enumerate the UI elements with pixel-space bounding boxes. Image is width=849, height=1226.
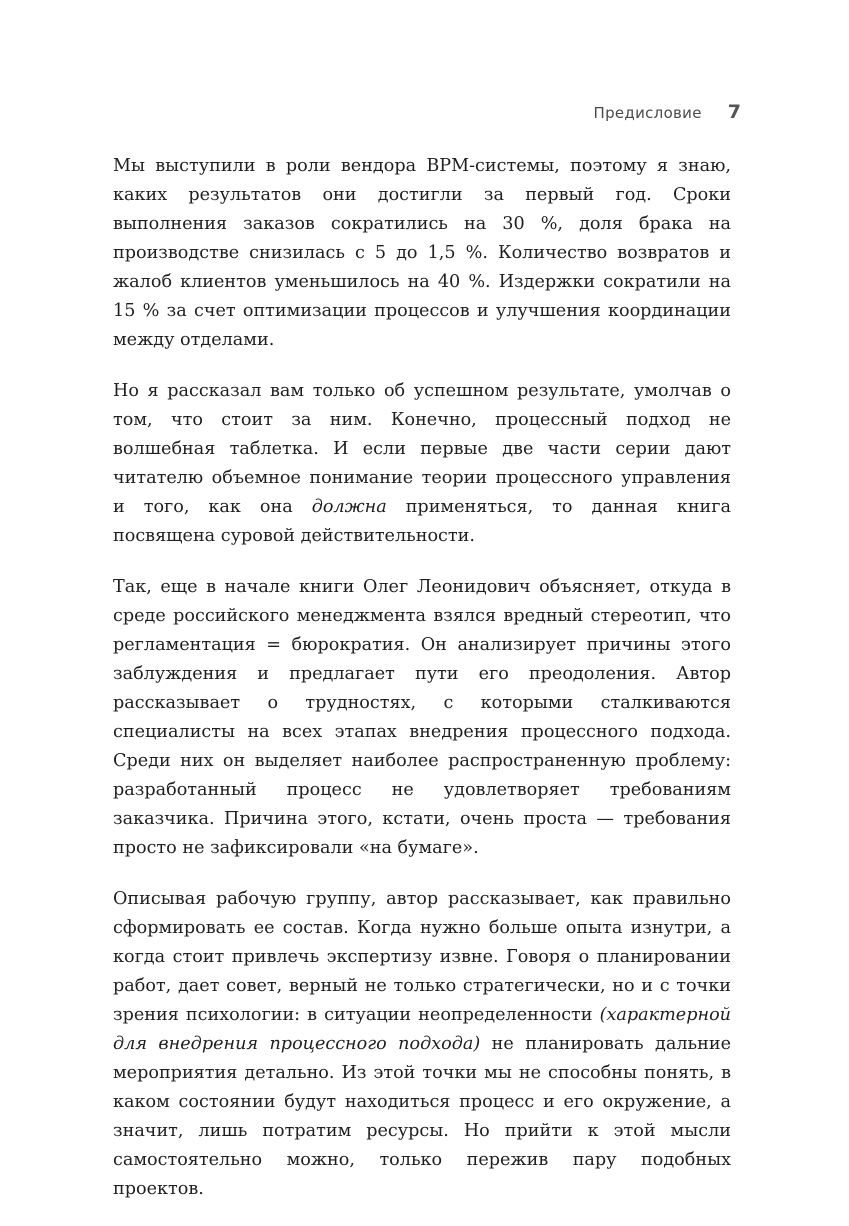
italic-emphasis: (характерной для внедрения процессного подхода) [113, 1005, 731, 1054]
paragraph-text: Так, еще в начале книги Олег Леонидович объясняет, откуда в среде российского менеджмента взялся вредный стереотип, что регламентация = бюрократия. Он анализирует причины этого заблуждения и предлагает пути его преодоления. Автор рассказывает о трудностях, с которыми сталкиваются специалисты на всех этапах внедрения процессного подхода. Среди них он выделяет наиболее распространенную проблему: разработанный процесс не удовлетворяет требованиям заказчика. Причина этого, кстати, очень проста — требования просто не зафиксировали «на бумаге». [113, 577, 731, 858]
paragraph-text: Но я рассказал вам только об успешном результате, умолчав о том, что стоит за ним. Конечно, процессный подход не волшебная таблетка. И если первые две части серии дают читателю объемное понимание теории процессного управления и того, как она [113, 381, 731, 517]
page-number: 7 [727, 101, 741, 123]
paragraph-text: Мы выступили в роли вендора BPM-системы, поэтому я знаю, каких результатов они достигли за первый год. Сроки выполнения заказов сократились на 30 %, доля брака на производстве снизилась с 5 до 1,5 %. Количество возвратов и жалоб клиентов уменьшилось на 40 %. Издержки сократили на 15 % за счет оптимизации процессов и улучшения координации между отделами. [113, 156, 731, 350]
paragraph [113, 573, 731, 863]
paragraph-text: применяться, то данная книга посвящена суровой действительности. [113, 497, 731, 546]
paragraph [113, 377, 731, 551]
paragraph-text: не планировать дальние мероприятия детально. Из этой точки мы не способны понять, в каком состоянии будут находиться процесс и его окружение, а значит, лишь потратим ресурсы. Но прийти к этой мысли самостоятельно можно, только пережив пару подобных проектов. [113, 1034, 731, 1199]
paragraph-text: Описывая рабочую группу, автор рассказывает, как правильно сформировать ее состав. Когда нужно больше опыта изнутри, а когда стоит привлечь экспертизу извне. Говоря о планировании работ, дает совет, верный не только стратегически, но и с точки зрения психологии: в ситуации неопределенности [113, 889, 731, 1025]
section-title: Предисловие [593, 104, 702, 122]
running-header [593, 101, 741, 123]
italic-emphasis: должна [311, 497, 387, 517]
paragraph [113, 885, 731, 1204]
body-text [113, 152, 731, 1226]
paragraph [113, 152, 731, 355]
